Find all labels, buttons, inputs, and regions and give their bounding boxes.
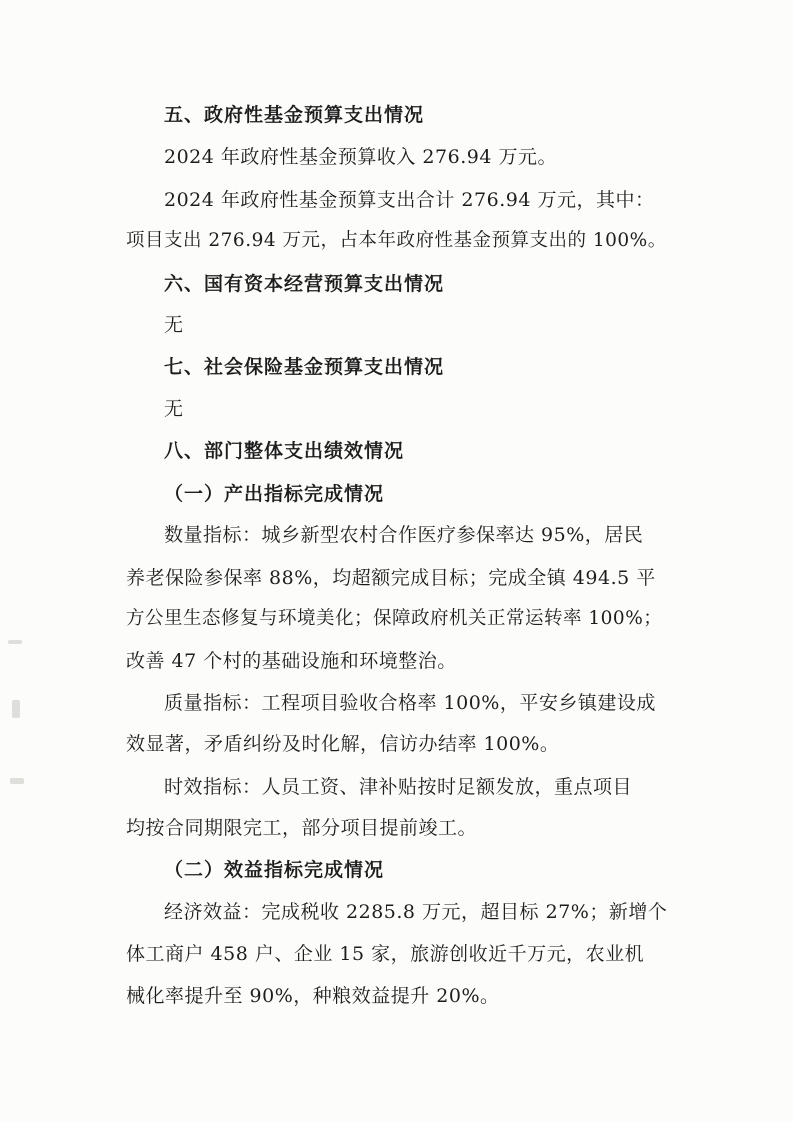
paragraph-line: 无: [164, 398, 184, 420]
paragraph-line: 效显著，矛盾纠纷及时化解，信访办结率 100%。: [126, 733, 560, 755]
paragraph-line: 2024 年政府性基金预算支出合计 276.94 万元，其中：: [164, 189, 655, 211]
section-heading: 八、部门整体支出绩效情况: [164, 440, 405, 462]
paragraph-line: 数量指标：城乡新型农村合作医疗参保率达 95%，居民: [164, 524, 644, 546]
paragraph-line: 质量指标：工程项目验收合格率 100%，平安乡镇建设成: [164, 692, 656, 714]
paragraph-line: 体工商户 458 户、企业 15 家，旅游创收近千万元，农业机: [126, 943, 645, 965]
binding-mark: [8, 640, 22, 644]
paragraph-line: 方公里生态修复与环境美化；保障政府机关正常运转率 100%；: [126, 608, 663, 629]
paragraph-line: 2024 年政府性基金预算收入 276.94 万元。: [164, 146, 557, 168]
binding-mark: [12, 700, 20, 718]
section-heading: 五、政府性基金预算支出情况: [164, 104, 425, 126]
paragraph-line: 养老保险参保率 88%，均超额完成目标；完成全镇 494.5 平: [126, 567, 656, 589]
subsection-heading: （二）效益指标完成情况: [164, 859, 385, 881]
section-heading: 六、国有资本经营预算支出情况: [164, 273, 445, 295]
paragraph-line: 无: [164, 314, 184, 336]
subsection-heading: （一）产出指标完成情况: [164, 483, 385, 505]
paragraph-line: 时效指标：人员工资、津补贴按时足额发放，重点项目: [164, 776, 633, 798]
paragraph-line: 改善 47 个村的基础设施和环境整治。: [126, 650, 457, 672]
paragraph-line: 械化率提升至 90%，种粮效益提升 20%。: [126, 985, 500, 1007]
paragraph-line: 项目支出 276.94 万元，占本年政府性基金预算支出的 100%。: [126, 230, 667, 251]
paragraph-line: 均按合同期限完工，部分项目提前竣工。: [126, 817, 478, 839]
section-heading: 七、社会保险基金预算支出情况: [164, 356, 445, 378]
paragraph-line: 经济效益：完成税收 2285.8 万元，超目标 27%；新增个: [164, 901, 668, 923]
binding-mark: [10, 778, 24, 784]
